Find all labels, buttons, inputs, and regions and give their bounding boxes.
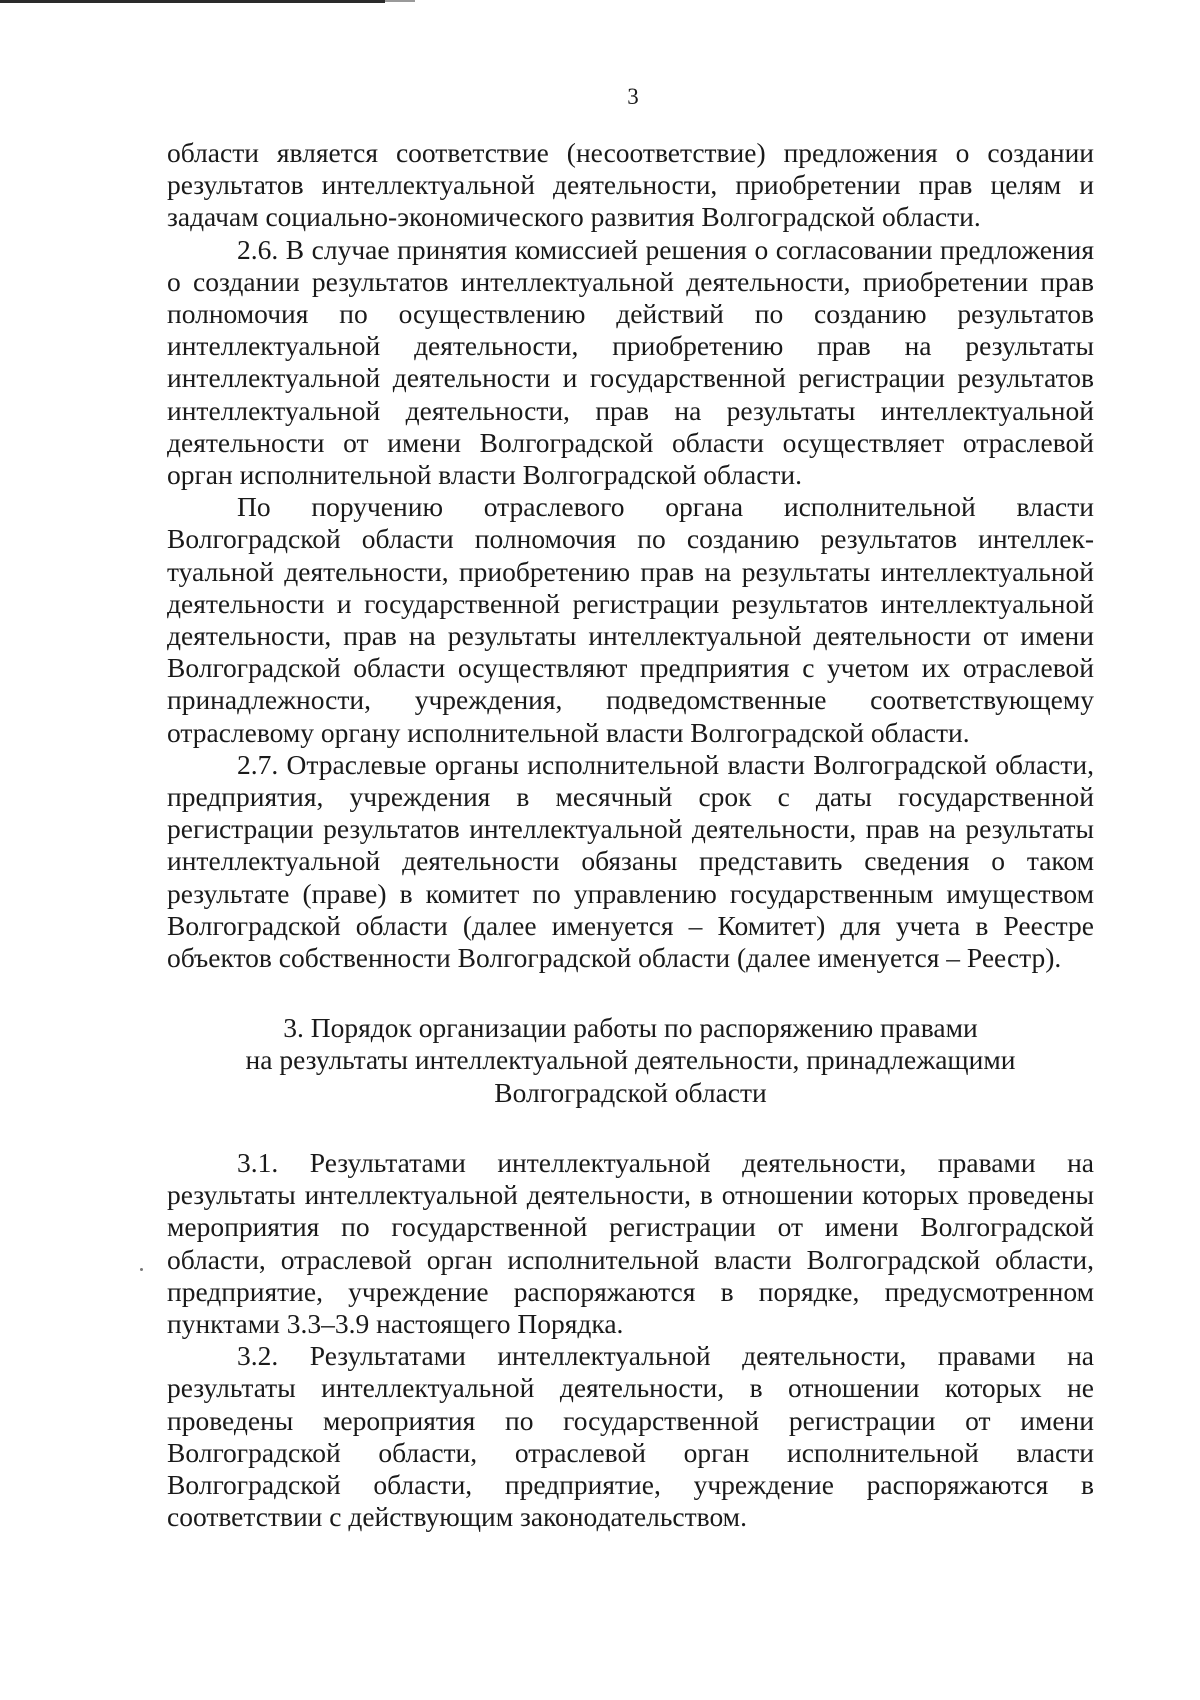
section-3-heading	[167, 1012, 1094, 1109]
page-number: 3	[627, 84, 639, 109]
paragraph-3-1: 3.1. Результатами интеллектуальной деятельности, правами на результаты интеллектуальной деятельности, в отношении которых проведены мероприятия по государственной регистрации от имени Волгоградской области, отраслевой орган исполнительной власти Волгоградской области, предприятие, учреждение распоряжаются в порядке, предусмотренном пунктами 3.3–3.9 настоящего Порядка.	[167, 1146, 1094, 1339]
paragraph-2-6: 2.6. В случае принятия комиссией решения о согласовании предложения о создании результатов интеллектуальной деятельности, приобретении прав полномочия по осуществлению действий по созданию результатов интеллектуальной деятельности, приобретению прав на результаты интеллектуальной деятельности и государственной регистрации результатов интеллектуальной деятельности, прав на результаты интеллектуальной деятельности от имени Волгоградской области осуществляет отраслевой орган исполнительной власти Волгоградской области.	[167, 233, 1094, 491]
scan-edge-line-faint	[385, 0, 415, 2]
scan-speck	[140, 1268, 143, 1271]
document-body	[167, 137, 1094, 1533]
paragraph-3-2: 3.2. Результатами интеллектуальной деятельности, правами на результаты интеллектуальной деятельности, в отношении которых не проведены мероприятия по государственной регистрации от имени Волгоградской области, отраслевой орган исполнительной власти Волгоградской области, предприятие, учреждение распоряжаются в соответствии с действующим законодательством.	[167, 1340, 1094, 1533]
section-heading-line-1: 3. Порядок организации работы по распоряжению правами	[283, 1012, 978, 1044]
paragraph-continuation: области является соответствие (несоответствие) предложения о создании результатов интеллектуальной деятельности, приобретении прав целям и задачам социально-экономического развития Волгоградской области.	[167, 137, 1094, 233]
section-heading-line-2: на результаты интеллектуальной деятельности, принадлежащими	[245, 1044, 1016, 1076]
section-heading-line-3: Волгоградской области	[494, 1076, 767, 1108]
paragraph-2-6-delegation: По поручению отраслевого органа исполнительной власти Волгоградской области полномочия по созданию результатов интеллектуальной деятельности, приобретению прав на результаты интеллектуальной деятельности и государственной регистрации результатов интеллектуальной деятельности, прав на результаты интеллектуальной деятельности от имени Волгоградской области осуществляют предприятия с учетом их отраслевой принадлежности, учреждения, подведомственные соответствующему отраслевому органу исполнительной власти Волгоградской области.	[167, 491, 1094, 748]
scan-edge-line	[0, 0, 385, 3]
paragraph-2-7: 2.7. Отраслевые органы исполнительной власти Волгоградской области, предприятия, учреждения в месячный срок с даты государственной регистрации результатов интеллектуальной деятельности, прав на результаты интеллектуальной деятельности обязаны представить сведения о таком результате (праве) в комитет по управлению государственным имуществом Волгоградской области (далее именуется – Комитет) для учета в Реестре объектов собственности Волгоградской области (далее именуется – Реестр).	[167, 748, 1094, 974]
